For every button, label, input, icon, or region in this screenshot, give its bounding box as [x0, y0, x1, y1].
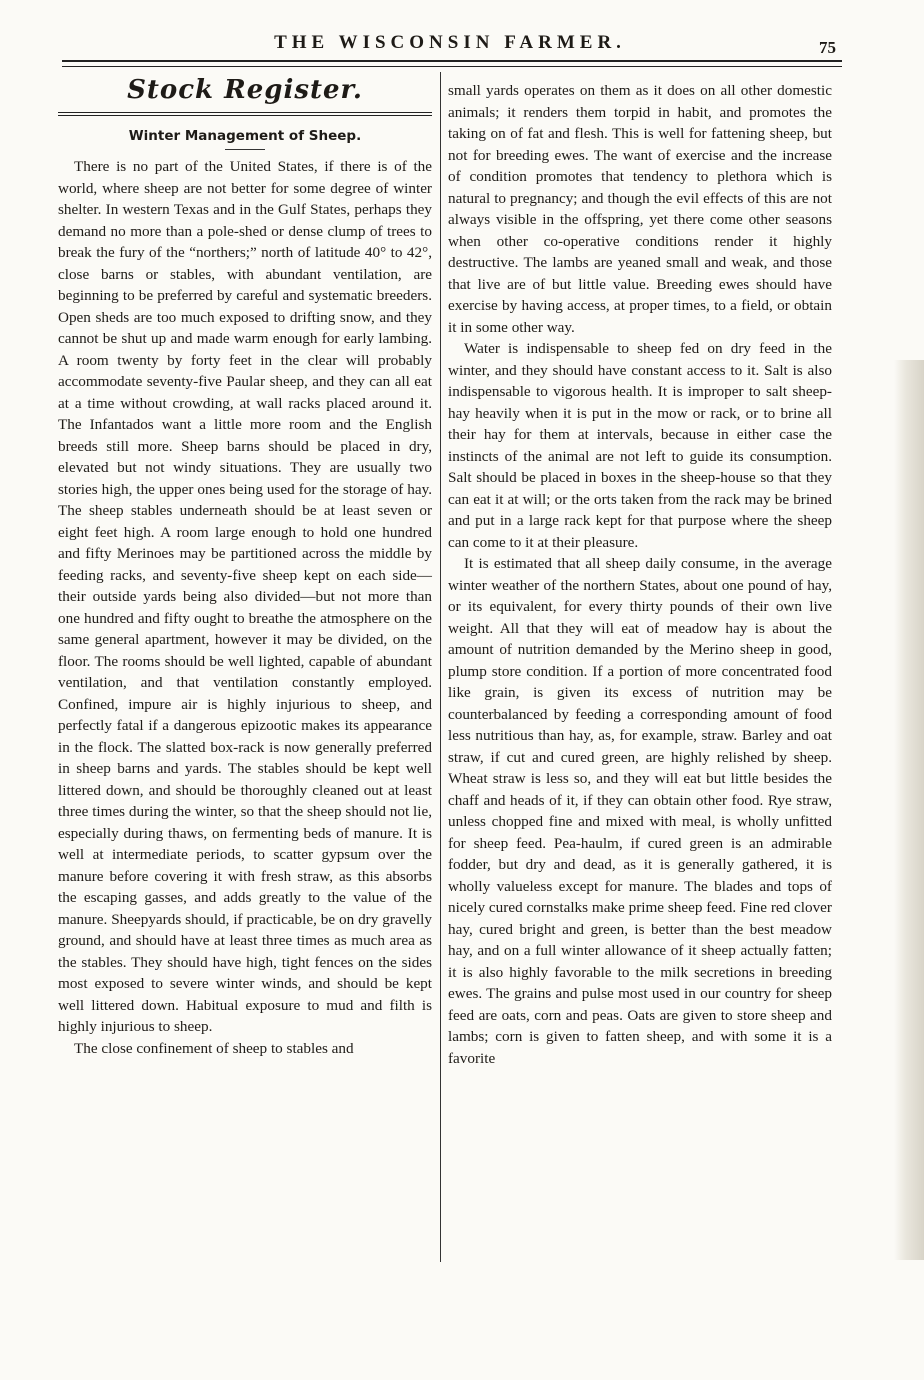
left-column: [58, 75, 432, 1059]
page-number: 75: [819, 38, 836, 57]
running-header-title: THE WISCONSIN FARMER.: [274, 32, 626, 53]
paragraph: The close confinement of sheep to stables and: [74, 1039, 354, 1057]
paragraph: There is no part of the United States, if there is of the world, where sheep are not better for some degree of winter shelter. In western Texas and in the Gulf States, perhaps they demand no more than a pole-shed or dense clump of trees to break the fury of the “northers;” north of latitude 40° to 42°, close barns or stables, with abundant ventilation, are beginning to be preferred by careful and systematic breeders. Open sheds are too much exposed to drifting snow, and they cannot be shut up and made warm enough for early lambing. A room twenty by forty feet in the clear will probably accommodate seventy-five Paular sheep, and they can all eat at a time without crowding, at wall racks placed around it. The Infantados want a little more room and the English breeds still more. Sheep barns should be placed in dry, elevated but not windy situations. They are usually two stories high, the upper ones being used for the storage of hay. The sheep stables underneath should be at least seven or eight feet high. A room large enough to hold one hundred and fifty Merinoes may be partitioned across the middle by feeding racks, and seventy-five sheep kept on each side—their outside yards being also divided—but not more than one hundred and fifty ought to breathe the atmosphere on the same general apartment, however it may be divided, on the floor. The rooms should be well lighted, capable of abundant ventilation, and that ventilation constantly employed. Confined, impure air is highly injurious to sheep, and perfectly fatal if a dangerous epizootic makes its appearance in the flock. The slatted box-rack is now generally preferred in sheep barns and yards. The stables should be kept well littered down, and should be thoroughly cleaned out at least three times during the winter, so that the sheep should not lie, especially during thaws, on fermenting beds of manure. It is well at intermediate periods, to scatter gypsum over the manure before covering it with fresh straw, as this absorbs the escaping gasses, and adds greatly to the value of the manure. Sheepyards should, if practicable, be on dry gravelly ground, and should have at least three times as much area as the stables. They should have high, tight fences on the sides most exposed to severe winter winds, and should be kept well littered down. Habitual exposure to mud and filth is highly injurious to sheep.: [58, 158, 432, 1035]
paragraph: Water is indispensable to sheep fed on dry feed in the winter, and they should have constant access to it. Salt is also indispensable to vigorous health. It is improper to salt sheep-hay heavily when it is put in the mow or rack, or to brine all their hay for them at intervals, because in either case the instincts of the animal are not left to guide its consumption. Salt should be placed in boxes in the sheep-house so that they can eat it at will; or the orts taken from the rack may be brined and put in a large rack kept for that purpose where the sheep can come to it at their pleasure.: [448, 340, 832, 551]
header-rule: [62, 60, 842, 62]
section-rule-thin: [58, 115, 432, 116]
column-divider: [440, 72, 441, 1262]
section-title: Stock Register.: [127, 75, 363, 105]
right-column: [448, 80, 832, 1069]
section-rule: [58, 112, 432, 113]
article-title: Winter Management of Sheep.: [128, 127, 362, 144]
paragraph: It is estimated that all sheep daily consume, in the average winter weather of the northern States, about one pound of hay, or its equivalent, for every thirty pounds of their own live weight. All that they will eat of meadow hay is about the amount of nutrition demanded by the Merino sheep in good, plump store condition. If a portion of more concentrated food like grain, is given its excess of nutrition may be counterbalanced by feeding a corresponding amount of food less nutritious than hay, as, for example, straw. Barley and oat straw, if cut and cured green, are highly relished by sheep. Wheat straw is less so, and they will eat but little besides the chaff and heads of it, if they can obtain other food. Rye straw, unless chopped fine and mixed with meal, is wholly unfitted for sheep feed. Pea-haulm, if cured green is an admirable fodder, but dry and dead, as it is generally gathered, it is wholly valueless except for manure. The blades and tops of nicely cured cornstalks make prime sheep feed. Fine red clover hay, cured bright and green, is better than the best meadow hay, and on a full winter allowance of it sheep actually fatten; it is also highly favorable to the milk secretions in breeding ewes. The grains and pulse most used in our country for sheep feed are oats, corn and peas. Oats are given to store sheep and lambs; corn is given to fatten sheep, and with some it is a favorite: [448, 555, 832, 1067]
paragraph: small yards operates on them as it does on all other domestic animals; it renders them torpid in habit, and promotes the taking on of fat and flesh. This is well for fattening sheep, but not for breeding ewes. The want of exercise and the increase of condition promotes that tendency to plethora which is natural to pregnancy; and though the evil effects of this are not always visible in the offspring, yet there come other seasons when other co-operative conditions render it highly destructive. The lambs are yeaned small and weak, and those that live are of but little value. Breeding ewes should have exercise by having access, at proper times, to a field, or obtain it in some other way.: [448, 82, 832, 336]
page-binding-edge: [894, 360, 924, 1260]
title-short-rule: [225, 149, 265, 150]
header-rule-thin: [62, 66, 842, 67]
